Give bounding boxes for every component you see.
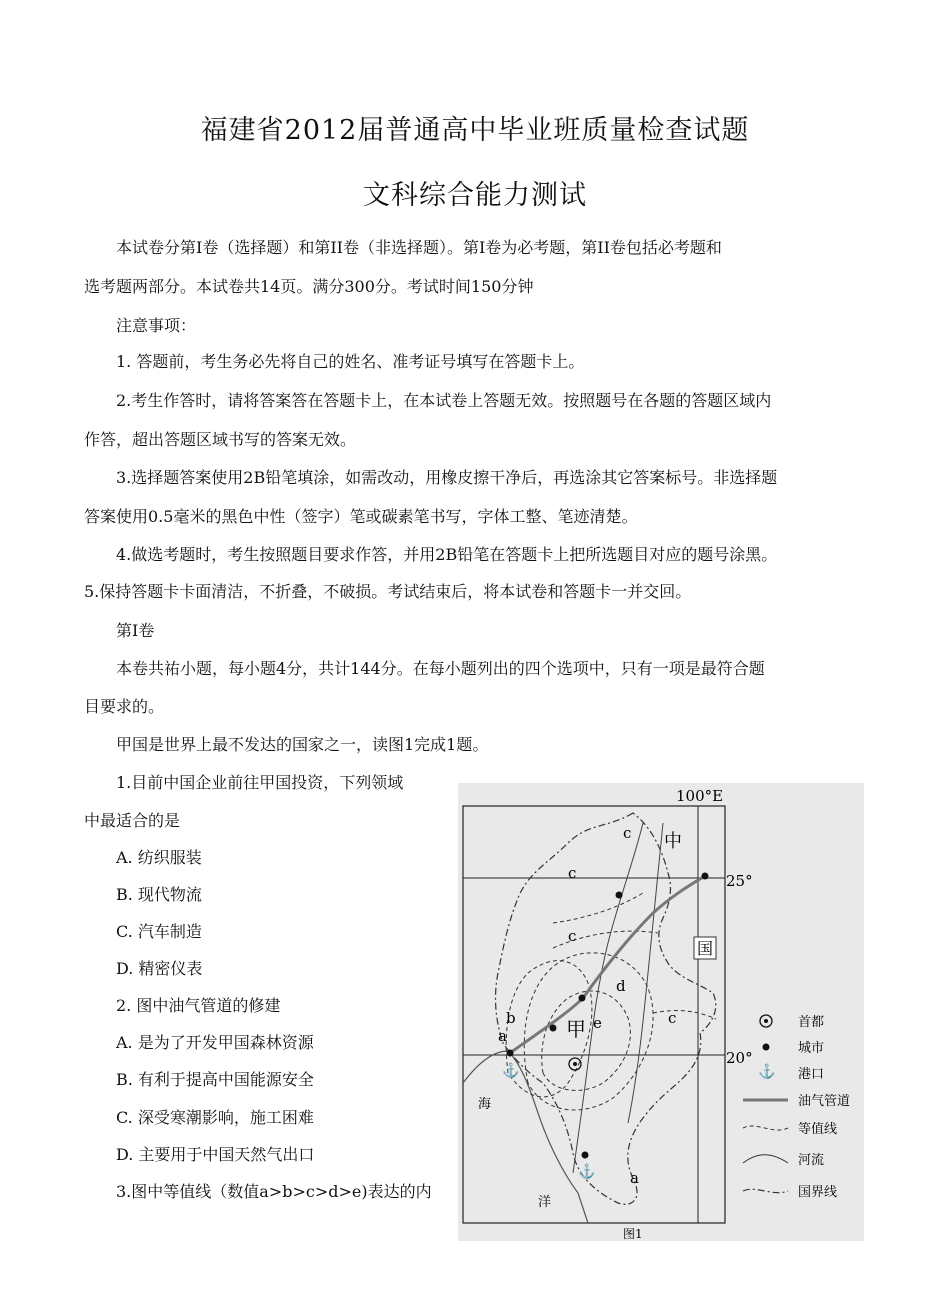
label-china-1: 中 xyxy=(664,831,682,852)
city-north xyxy=(616,892,623,899)
figure-1-map xyxy=(458,783,864,1241)
iso-label-d: d xyxy=(616,977,626,995)
section-intro-1: 本卷共祐小题，每小题4分，共计144分。在每小题列出的四个选项中，只有一项是最符合题 xyxy=(116,659,765,678)
anchor-icon: ⚓ xyxy=(578,1164,596,1180)
border-icon xyxy=(743,1189,788,1192)
q2-option-a: A. 是为了开发甲国森林资源 xyxy=(116,1033,314,1052)
iso-label-b: b xyxy=(506,1009,516,1027)
iso-label-c2: c xyxy=(568,864,577,882)
city-dot-icon xyxy=(763,1044,770,1051)
anchor-icon: ⚓ xyxy=(502,1063,520,1079)
map-svg xyxy=(458,783,864,1241)
city-west xyxy=(550,1025,557,1032)
label-jia: 甲 xyxy=(566,1017,586,1041)
iso-label-c1: c xyxy=(623,824,632,842)
notice-heading: 注意事项： xyxy=(116,316,197,335)
city-central xyxy=(579,995,586,1002)
intro-line-2: 选考题两部分。本试卷共14页。满分300分。考试时间150分钟 xyxy=(84,277,534,296)
city-kunming xyxy=(702,873,709,880)
q1-stem-2: 中最适合的是 xyxy=(84,811,181,830)
anchor-icon: ⚓ xyxy=(758,1064,776,1080)
q2-stem: 2. 图中油气管道的修建 xyxy=(116,996,281,1015)
legend-capital: 首都 xyxy=(798,1015,825,1030)
iso-label-a1: a xyxy=(498,1027,507,1045)
q2-option-d: D. 主要用于中国天然气出口 xyxy=(116,1145,315,1164)
q2-option-b: B. 有利于提高中国能源安全 xyxy=(116,1070,314,1089)
page-title: 福建省2012届普通高中毕业班质量检查试题 xyxy=(200,115,750,146)
isoline-icon xyxy=(743,1126,788,1130)
notice-line-5: 答案使用0.5毫米的黑色中性（签字）笔或碳素笔书写，字体工整、笔迹清楚。 xyxy=(84,507,638,526)
legend-pipeline: 油气管道 xyxy=(798,1094,851,1109)
notice-line-7: 5.保持答题卡卡面清洁，不折叠，不破损。考试结束后，将本试卷和答题卡一并交回。 xyxy=(84,582,692,601)
label-lat-20: 20° xyxy=(726,1049,753,1067)
legend-city: 城市 xyxy=(798,1041,825,1056)
notice-line-6: 4.做选考题时，考生按照题目要求作答，并用2B铅笔在答题卡上把所选题目对应的题号涂黑。 xyxy=(116,545,778,564)
notice-line-3: 作答，超出答题区域书写的答案无效。 xyxy=(84,430,357,449)
isoline-c-east xyxy=(653,1011,716,1019)
national-border xyxy=(496,813,716,1204)
passage: 甲国是世界上最不发达的国家之一，读图1完成1题。 xyxy=(116,735,489,754)
legend-port: 港口 xyxy=(798,1067,825,1082)
notice-line-2: 2.考生作答时，请将答案答在答题卡上，在本试卷上答题无效。按照题号在各题的答题区域内 xyxy=(116,391,772,410)
section-heading: 第Ⅰ卷 xyxy=(116,621,155,640)
q2-option-c: C. 深受寒潮影响，施工困难 xyxy=(116,1108,314,1127)
q1-option-a: A. 纺织服装 xyxy=(116,848,202,867)
q1-option-c: C. 汽车制造 xyxy=(116,922,202,941)
figure-caption: 图1 xyxy=(623,1227,643,1241)
page-subtitle: 文科综合能力测试 xyxy=(363,180,587,211)
coastline xyxy=(463,1051,588,1223)
iso-label-c4: c xyxy=(668,1009,677,1027)
intro-line-1: 本试卷分第Ⅰ卷（选择题）和第II卷（非选择题）。第Ⅰ卷为必考题，第II卷包括必考题和 xyxy=(116,238,722,257)
river-2 xyxy=(628,823,663,1123)
label-longitude: 100°E xyxy=(676,787,724,805)
label-lat-25: 25° xyxy=(726,872,753,890)
isoline-d xyxy=(524,953,653,1110)
notice-line-1: 1. 答题前，考生务必先将自己的姓名、准考证号填写在答题卡上。 xyxy=(116,352,585,371)
legend-isoline: 等值线 xyxy=(798,1122,838,1137)
q1-option-d: D. 精密仪表 xyxy=(116,959,203,978)
section-intro-2: 目要求的。 xyxy=(84,697,165,716)
city-port xyxy=(507,1050,514,1057)
city-south xyxy=(582,1152,589,1159)
notice-line-4: 3.选择题答案使用2B铅笔填涂，如需改动，用橡皮擦干净后，再选涂其它答案标号。非选择题 xyxy=(116,468,778,487)
legend-river: 河流 xyxy=(798,1153,825,1168)
label-sea-1: 海 xyxy=(478,1097,492,1112)
river-icon xyxy=(743,1155,788,1163)
label-sea-2: 洋 xyxy=(538,1195,552,1210)
q1-option-b: B. 现代物流 xyxy=(116,885,202,904)
iso-label-e: e xyxy=(593,1014,602,1032)
iso-label-a2: a xyxy=(630,1169,639,1187)
q1-stem-1: 1.目前中国企业前往甲国投资，下列领域 xyxy=(116,773,404,792)
q3-stem: 3.图中等值线（数值a>b>c>d>e)表达的内 xyxy=(116,1182,432,1201)
label-china-2: 国 xyxy=(697,939,714,958)
legend-border: 国界线 xyxy=(798,1185,838,1200)
iso-label-c3: c xyxy=(568,927,577,945)
